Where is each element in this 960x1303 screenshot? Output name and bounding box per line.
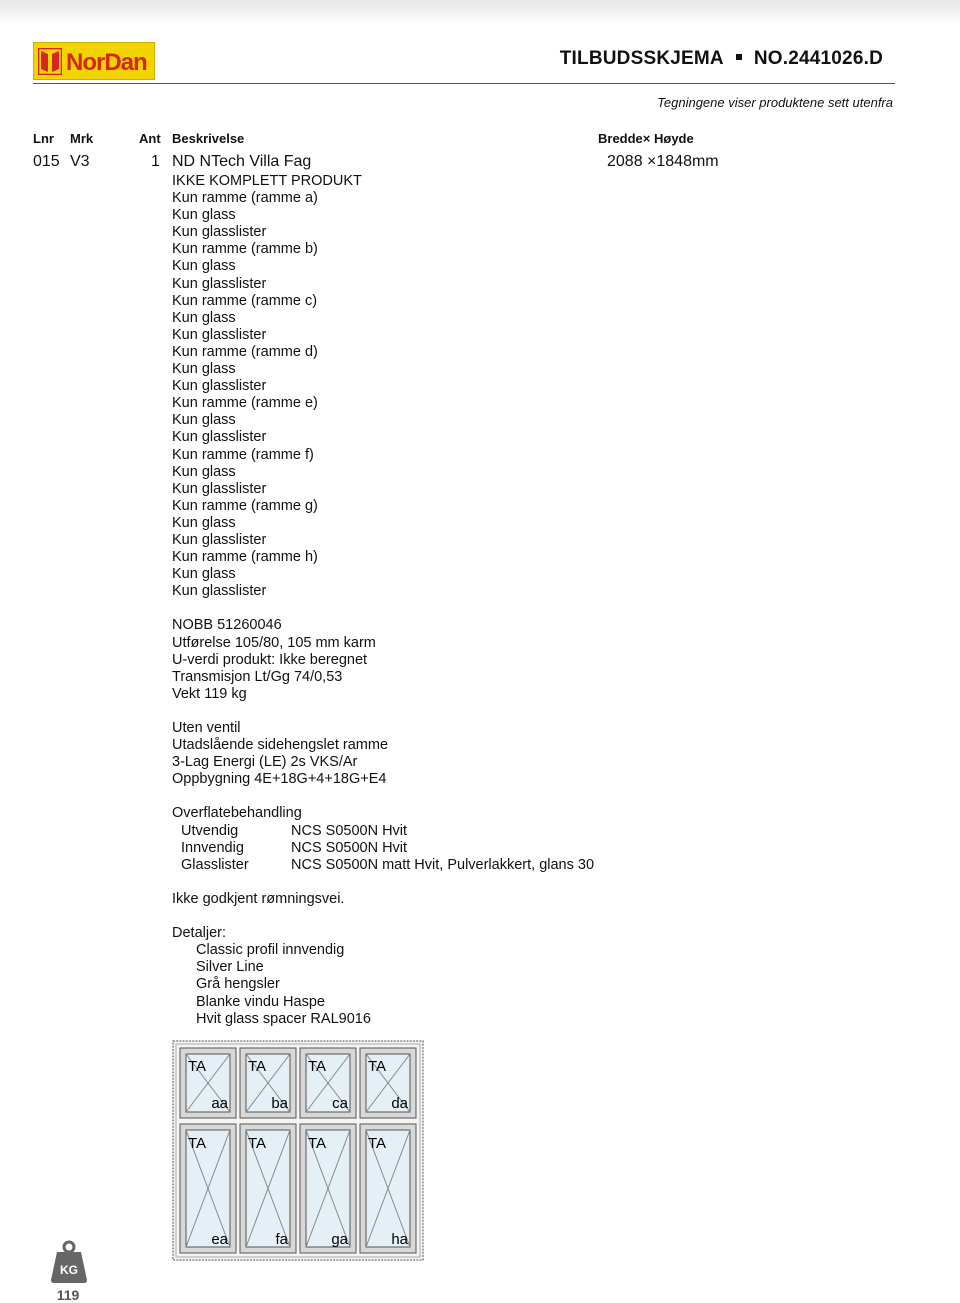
- sash-code-label: da: [391, 1095, 408, 1112]
- weight-value: 119: [56, 1287, 80, 1303]
- spacer: [172, 788, 388, 805]
- document-title: [560, 48, 883, 70]
- surface-row: [172, 822, 408, 840]
- surface-title: Overflatebehandling: [172, 805, 302, 822]
- detail-item: Hvit glass spacer RAL9016: [196, 1010, 371, 1027]
- config-line: Oppbygning 4E+18G+4+18G+E4: [172, 771, 387, 788]
- column-header-dimensions: Bredde× Høyde: [598, 131, 694, 146]
- desc-line: Kun ramme (ramme e): [172, 395, 318, 412]
- sash-code-label: ha: [391, 1231, 408, 1248]
- desc-line: Kun glasslister: [172, 326, 267, 343]
- config-line: Utadslående sidehengslet ramme: [172, 737, 389, 754]
- desc-line: Kun glasslister: [172, 480, 267, 497]
- detail-item: Blanke vindu Haspe: [196, 993, 325, 1010]
- page-top-shade: [0, 0, 960, 26]
- desc-line: Kun glasslister: [172, 583, 267, 600]
- surface-key: Innvendig: [181, 839, 244, 856]
- desc-line: Kun glass: [172, 514, 236, 531]
- surface-row: [172, 839, 408, 857]
- spacer: [172, 703, 388, 720]
- sash-type-label: TA: [368, 1135, 387, 1152]
- column-header-lnr: Lnr: [33, 131, 54, 146]
- item-mrk: V3: [70, 153, 90, 170]
- desc-line: Kun glass: [172, 412, 236, 429]
- desc-line: IKKE KOMPLETT PRODUKT: [172, 173, 362, 189]
- sash-type-label: TA: [308, 1135, 327, 1152]
- detail-item: Grå hengsler: [196, 976, 280, 993]
- spec-line: Vekt 119 kg: [172, 685, 247, 702]
- spec-line: U-verdi produkt: Ikke beregnet: [172, 651, 368, 668]
- desc-line: Kun ramme (ramme d): [172, 343, 318, 360]
- sash-ha: [360, 1124, 416, 1253]
- desc-line: Kun glasslister: [172, 378, 267, 395]
- item-name: ND NTech Villa Fag: [172, 153, 312, 170]
- sash-code-label: ca: [332, 1095, 348, 1112]
- sash-type-label: TA: [308, 1058, 327, 1075]
- desc-line: Kun glass: [172, 258, 236, 275]
- drawing-note: Tegningene viser produktene sett utenfra: [657, 95, 893, 110]
- spacer: [172, 908, 388, 925]
- sash-aa: [180, 1048, 236, 1118]
- surface-value: NCS S0500N Hvit: [291, 822, 408, 839]
- column-header-mrk: Mrk: [70, 131, 94, 146]
- item-lnr: 015: [33, 153, 60, 170]
- desc-line: Kun glasslister: [172, 531, 267, 548]
- sash-da: [360, 1048, 416, 1118]
- surface-key: Utvendig: [181, 822, 239, 839]
- desc-line: Kun glass: [172, 207, 236, 224]
- detail-item: Classic profil innvendig: [196, 942, 345, 959]
- sash-fa: [240, 1124, 296, 1253]
- spec-line: Utførelse 105/80, 105 mm karm: [172, 634, 376, 651]
- spec-line: Transmisjon Lt/Gg 74/0,53: [172, 668, 343, 685]
- desc-line: Kun glass: [172, 309, 236, 326]
- weight-badge-label: KG: [60, 1263, 78, 1277]
- sash-type-label: TA: [368, 1058, 387, 1075]
- sash-ba: [240, 1048, 296, 1118]
- sash-type-label: TA: [248, 1135, 267, 1152]
- desc-line: Kun ramme (ramme g): [172, 497, 318, 514]
- detail-item: Silver Line: [196, 959, 264, 976]
- desc-line: Kun ramme (ramme a): [172, 190, 318, 207]
- surface-key: Glasslister: [181, 856, 249, 873]
- item-description: [172, 173, 595, 1028]
- sash-type-label: TA: [248, 1058, 267, 1075]
- config-line: 3-Lag Energi (LE) 2s VKS/Ar: [172, 754, 358, 771]
- spec-line: NOBB 51260046: [172, 617, 282, 634]
- desc-line: Kun ramme (ramme b): [172, 241, 318, 258]
- sash-type-label: TA: [188, 1135, 207, 1152]
- column-header-ant: Ant: [139, 131, 161, 146]
- logo-text: NorDan: [66, 49, 147, 76]
- desc-line: Kun glass: [172, 361, 236, 378]
- surface-value: NCS S0500N Hvit: [291, 839, 408, 856]
- surface-row: [172, 856, 595, 874]
- sash-ea: [180, 1124, 236, 1253]
- sash-code-label: ba: [271, 1095, 288, 1112]
- desc-line: Kun glass: [172, 566, 236, 583]
- desc-line: Kun glasslister: [172, 224, 267, 241]
- sash-ga: [300, 1124, 356, 1253]
- window-logo-icon: [38, 48, 62, 75]
- spacer: [172, 874, 388, 891]
- sash-code-label: ga: [331, 1231, 348, 1248]
- config-line: Uten ventil: [172, 720, 241, 736]
- weight-icon: [50, 1240, 88, 1284]
- sash-code-label: ea: [211, 1231, 228, 1248]
- sash-code-label: fa: [275, 1231, 288, 1248]
- details-title: Detaljer:: [172, 925, 226, 942]
- document-number: NO.2441026.D: [753, 48, 883, 69]
- nordan-logo: [33, 42, 155, 80]
- desc-line: Kun ramme (ramme h): [172, 549, 318, 566]
- desc-line: Kun glass: [172, 463, 236, 480]
- sash-type-label: TA: [188, 1058, 207, 1075]
- header-rule: [33, 83, 895, 84]
- desc-line: Kun ramme (ramme f): [172, 446, 314, 463]
- surface-value: NCS S0500N matt Hvit, Pulverlakkert, glans 30: [291, 856, 595, 873]
- sash-code-label: aa: [211, 1095, 228, 1112]
- title-separator: [736, 54, 742, 60]
- desc-line: Kun glasslister: [172, 429, 267, 446]
- sash-ca: [300, 1048, 356, 1118]
- desc-line: Kun glasslister: [172, 275, 267, 292]
- item-dimensions: 2088 ×1848mm: [607, 153, 719, 170]
- desc-line: Kun ramme (ramme c): [172, 292, 318, 309]
- document-type: TILBUDSSKJEMA: [559, 48, 724, 69]
- spacer: [172, 600, 388, 617]
- column-header-beskrivelse: Beskrivelse: [172, 131, 245, 146]
- escape-note: Ikke godkjent rømningsvei.: [172, 890, 345, 907]
- item-ant: 1: [151, 153, 160, 170]
- window-drawing: [172, 1040, 424, 1261]
